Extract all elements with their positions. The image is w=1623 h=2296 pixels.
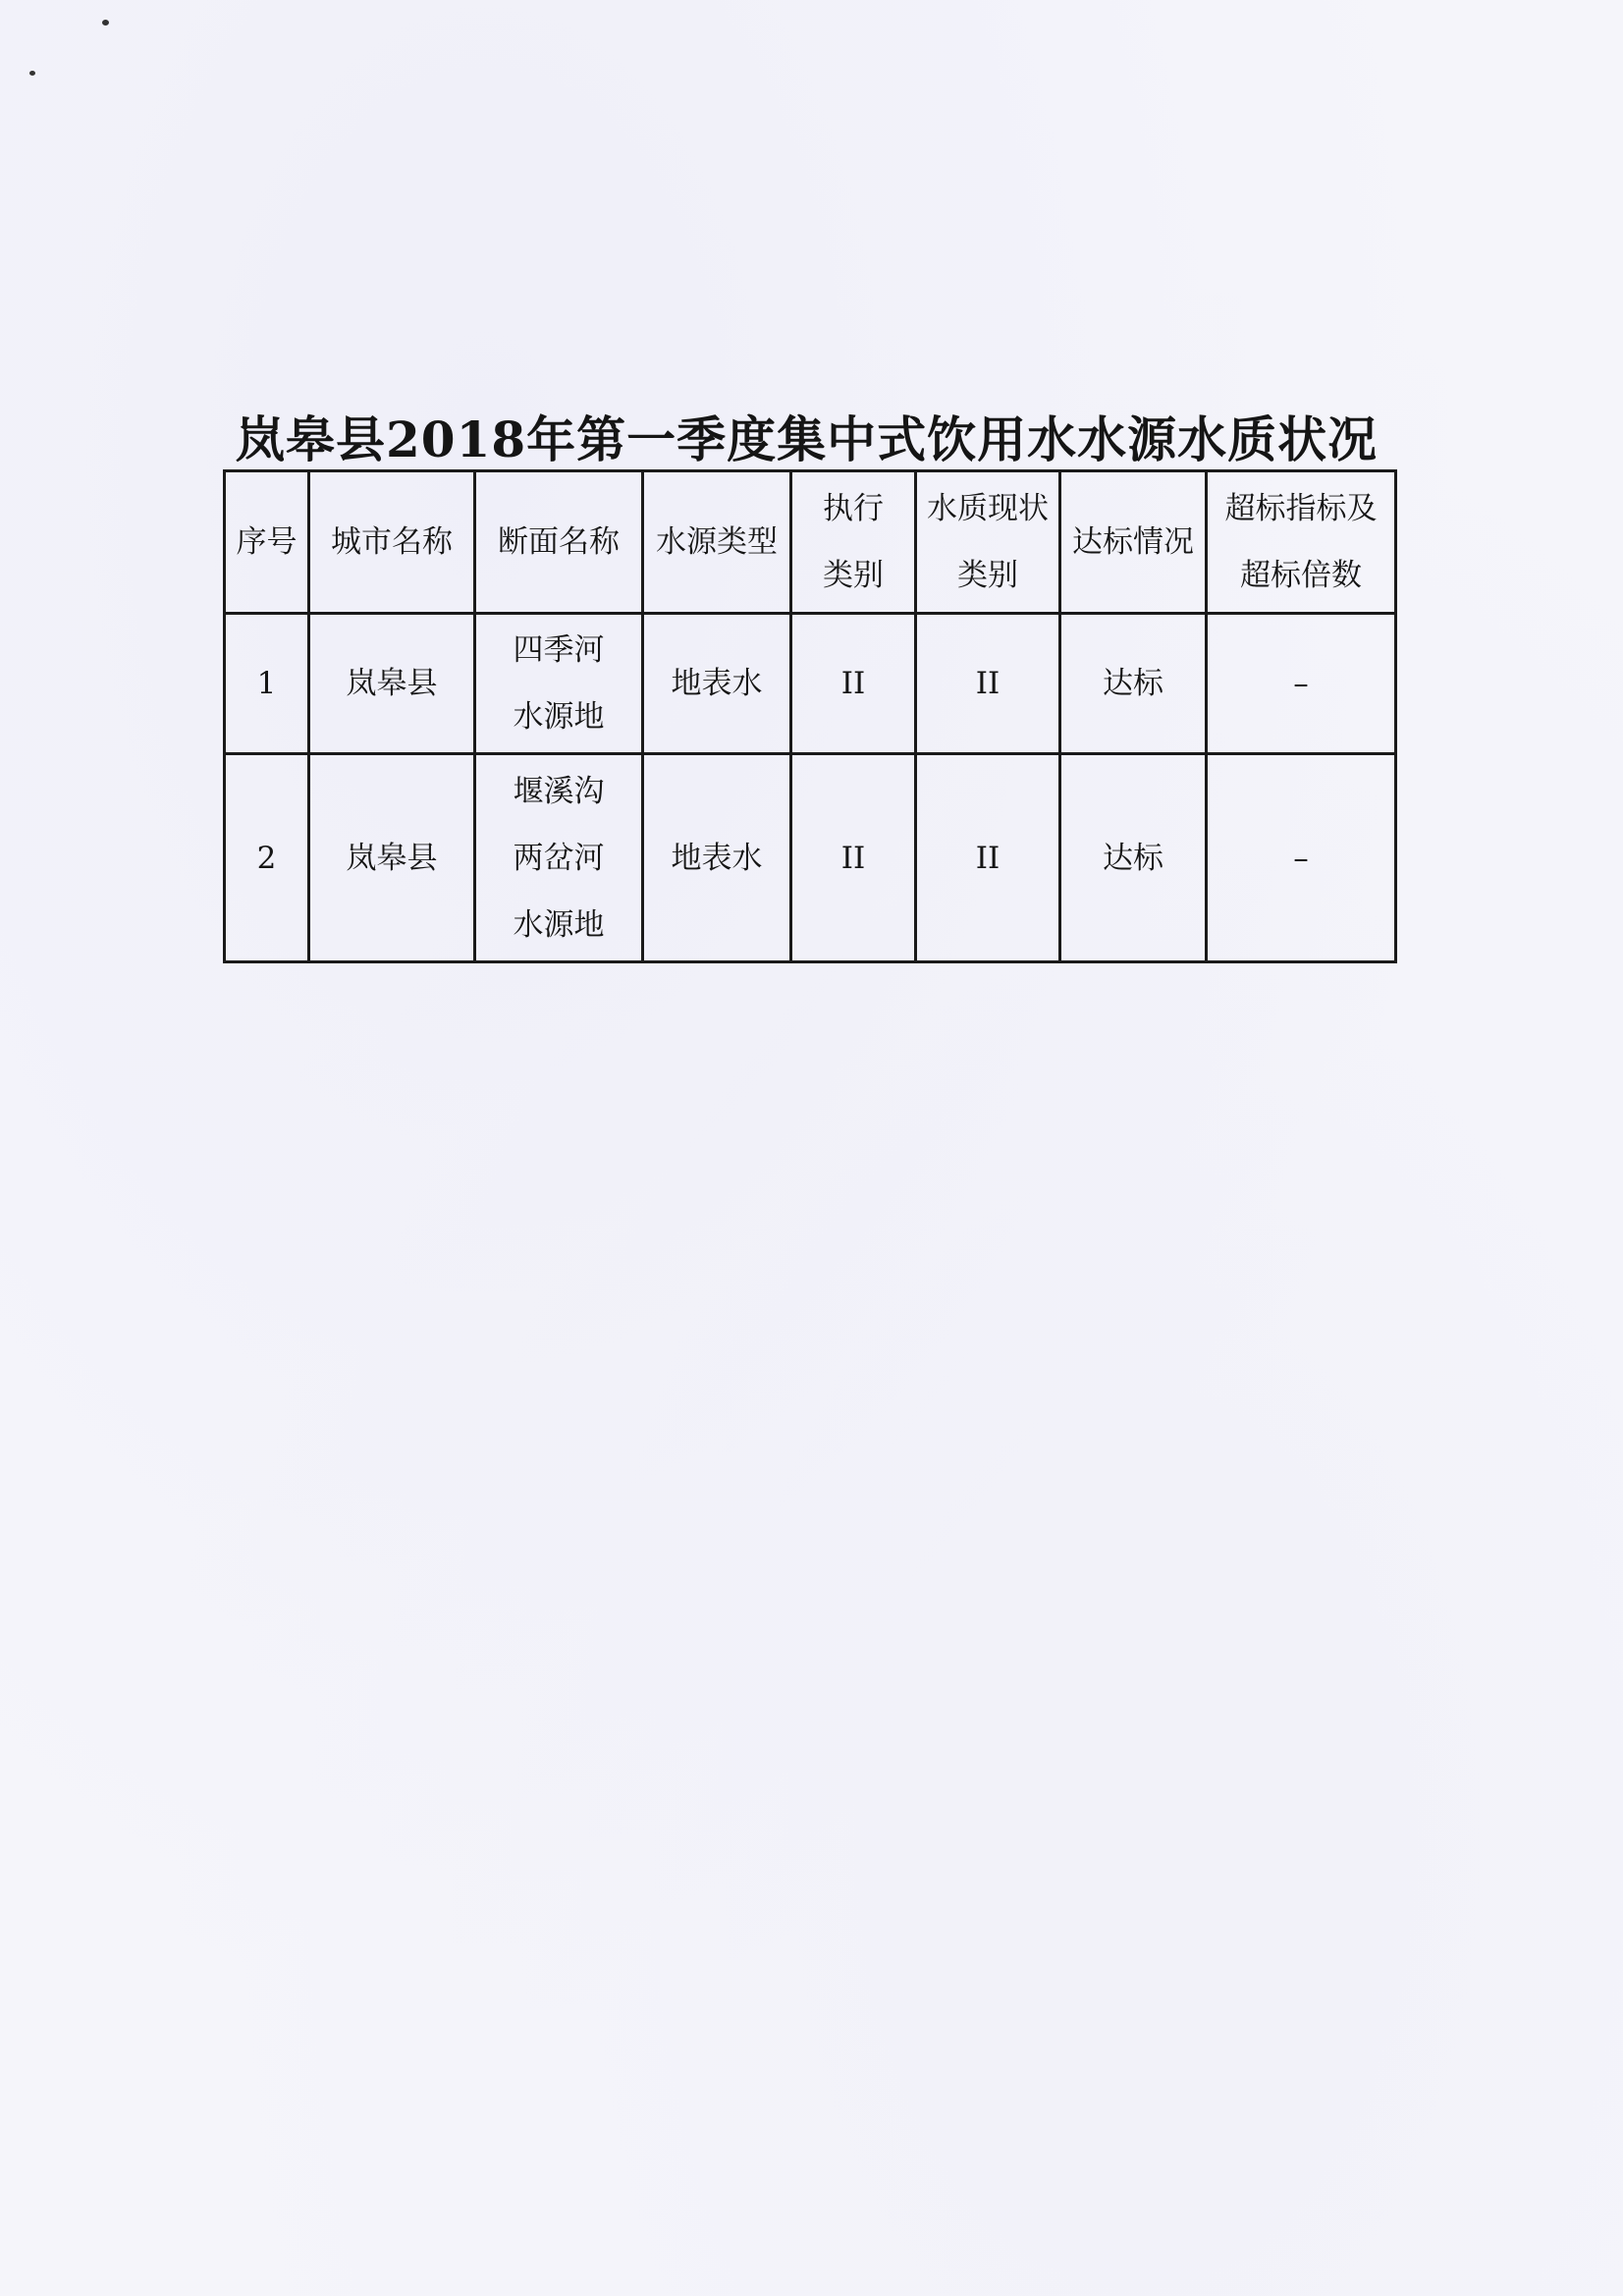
scan-speck (29, 71, 35, 76)
cell-city: 岚皋县 (309, 754, 475, 962)
water-quality-table (223, 469, 1397, 963)
cell-exceed: – (1207, 754, 1396, 962)
cell-exec-category: II (791, 754, 916, 962)
header-city-name: 城市名称 (309, 471, 475, 614)
cell-exec-category: II (791, 614, 916, 754)
header-section-name: 断面名称 (475, 471, 643, 614)
document-title: 岚皋县2018年第一季度集中式饮用水水源水质状况 (236, 410, 1379, 468)
header-compliance: 达标情况 (1060, 471, 1207, 614)
scan-speck (102, 20, 109, 26)
cell-city: 岚皋县 (309, 614, 475, 754)
cell-exceed: – (1207, 614, 1396, 754)
cell-compliance: 达标 (1060, 614, 1207, 754)
cell-current-category: II (916, 614, 1060, 754)
table-row (225, 754, 1396, 962)
cell-source-type: 地表水 (643, 614, 791, 754)
cell-index: 1 (225, 614, 309, 754)
header-current-category: 水质现状 类别 (916, 471, 1060, 614)
cell-source-type: 地表水 (643, 754, 791, 962)
cell-current-category: II (916, 754, 1060, 962)
header-index: 序号 (225, 471, 309, 614)
table-row (225, 614, 1396, 754)
table-header-row (225, 471, 1396, 614)
cell-compliance: 达标 (1060, 754, 1207, 962)
header-source-type: 水源类型 (643, 471, 791, 614)
cell-index: 2 (225, 754, 309, 962)
cell-section: 四季河 水源地 (475, 614, 643, 754)
header-exec-category: 执行 类别 (791, 471, 916, 614)
header-exceed-indicators: 超标指标及 超标倍数 (1207, 471, 1396, 614)
cell-section: 堰溪沟 两岔河 水源地 (475, 754, 643, 962)
